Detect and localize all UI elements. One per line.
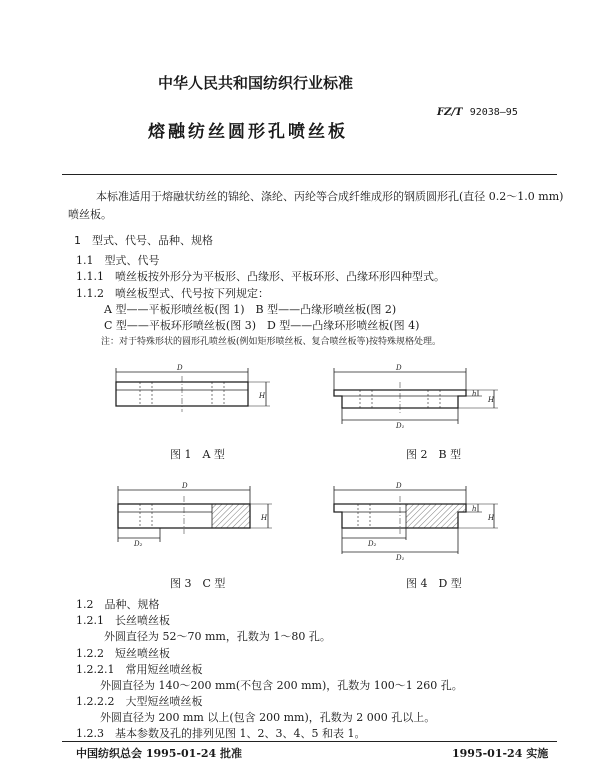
figure-4-drawing <box>330 480 510 565</box>
fig3-dim-D2: D₂ <box>134 540 143 548</box>
figure-1-caption: 图 1 A 型 <box>170 448 225 461</box>
section-1-2-2-2: 1.2.2.2 大型短丝喷丝板 <box>76 695 203 708</box>
types-line-1: A 型——平板形喷丝板(图 1) B 型——凸缘形喷丝板(图 2) <box>104 303 397 316</box>
fig4-dim-H: H <box>488 514 495 522</box>
section-1-heading: 1 型式、代号、品种、规格 <box>74 234 213 247</box>
figure-2-drawing <box>330 362 510 437</box>
fig1-dim-H: H <box>259 392 266 400</box>
figure-3-drawing <box>110 480 280 560</box>
fig4-dim-h: h <box>472 505 477 513</box>
section-1-1-1: 1.1.1 喷丝板按外形分为平板形、凸缘形、平板环形、凸缘环形四种型式。 <box>76 270 445 283</box>
section-1-2-1: 1.2.1 长丝喷丝板 <box>76 614 170 627</box>
fig3-dim-H: H <box>261 514 268 522</box>
figure-4-caption: 图 4 D 型 <box>406 577 462 590</box>
standard-code <box>437 107 518 118</box>
fig4-dim-D2: D₂ <box>368 540 377 548</box>
special-note: 注：对于特殊形状的圆形孔喷丝板(例如矩形喷丝板、复合喷丝板等)按特殊规格处理。 <box>101 337 442 347</box>
section-1-2-1-text: 外圆直径为 52～70 mm，孔数为 1～80 孔。 <box>104 630 331 643</box>
effective-date: 1995-01-24 实施 <box>452 747 549 760</box>
section-1-2: 1.2 品种、规格 <box>76 598 160 611</box>
fig1-dim-D: D <box>177 364 183 372</box>
figure-2-caption: 图 2 B 型 <box>406 448 462 461</box>
figure-3-caption: 图 3 C 型 <box>170 577 226 590</box>
section-1-2-3: 1.2.3 基本参数及孔的排列见图 1、2、3、4、5 和表 1。 <box>76 727 366 740</box>
figure-1-drawing <box>110 362 280 432</box>
section-1-2-2-1-text: 外圆直径为 140～200 mm(不包含 200 mm)，孔数为 100～1 260 孔。 <box>100 679 463 692</box>
approval-text: 中国纺织总会 1995-01-24 批准 <box>76 747 243 760</box>
fig4-dim-D: D <box>396 482 402 490</box>
fig2-dim-H: H <box>488 396 495 404</box>
org-title: 中华人民共和国纺织行业标准 <box>158 74 354 92</box>
page-title: 熔融纺丝圆形孔喷丝板 <box>148 122 348 142</box>
intro-line-2: 喷丝板。 <box>68 208 112 221</box>
fig3-dim-D: D <box>182 482 188 490</box>
section-1-2-2-2-text: 外圆直径为 200 mm 以上(包含 200 mm)，孔数为 2 000 孔以上。 <box>100 711 436 724</box>
fig2-dim-h: h <box>472 390 477 398</box>
fig4-dim-D1: D₁ <box>396 554 405 562</box>
standard-number: 92038—95 <box>469 107 518 118</box>
standard-prefix: FZ/T <box>437 107 463 118</box>
footer-divider <box>62 741 557 742</box>
section-1-1-2: 1.1.2 喷丝板型式、代号按下列规定： <box>76 287 269 300</box>
section-1-2-2-1: 1.2.2.1 常用短丝喷丝板 <box>76 663 203 676</box>
intro-line-1: 本标准适用于熔融状纺丝的锦纶、涤纶、丙纶等合成纤维成形的钢质圆形孔(直径 0.2～1.0 mm) <box>96 190 564 203</box>
section-1-1: 1.1 型式、代号 <box>76 254 160 267</box>
types-line-2: C 型——平板环形喷丝板(图 3) D 型——凸缘环形喷丝板(图 4) <box>104 319 420 332</box>
section-1-2-2: 1.2.2 短丝喷丝板 <box>76 647 170 660</box>
header-divider <box>62 174 557 175</box>
fig2-dim-D: D <box>396 364 402 372</box>
fig2-dim-D1: D₁ <box>396 422 405 430</box>
